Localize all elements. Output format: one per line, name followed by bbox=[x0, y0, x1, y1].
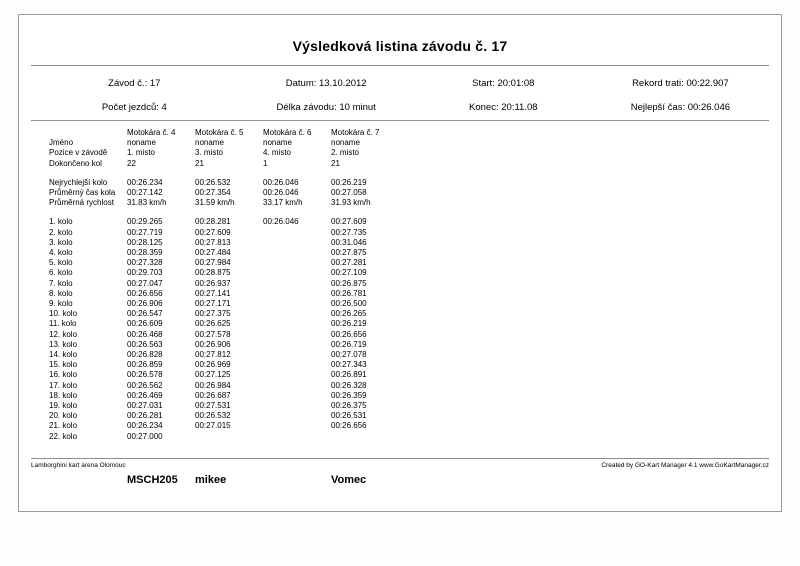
kart-header-1: Motokára č. 5 bbox=[195, 128, 244, 137]
row-best-lap bbox=[49, 178, 769, 188]
lap-time-1: 00:27.578 bbox=[195, 329, 231, 339]
lap-time-2 bbox=[263, 268, 331, 278]
lap-time-3: 00:27.078 bbox=[331, 350, 367, 360]
lap-time-1 bbox=[195, 432, 263, 442]
lap-time-2 bbox=[263, 340, 331, 350]
table-row bbox=[49, 309, 769, 319]
lap-time-3: 00:27.109 bbox=[331, 268, 367, 278]
driver-name-3: noname bbox=[331, 138, 360, 148]
laps-done-0: 22 bbox=[127, 158, 136, 168]
lap-time-0: 00:29.265 bbox=[127, 217, 163, 227]
kart-header-2: Motokára č. 6 bbox=[263, 128, 312, 137]
lap-label: 7. kolo bbox=[49, 278, 73, 288]
row-driver-name bbox=[49, 138, 769, 148]
lap-time-0: 00:27.031 bbox=[127, 401, 163, 411]
lap-label: 6. kolo bbox=[49, 268, 73, 278]
lap-time-2 bbox=[263, 381, 331, 391]
lap-time-1: 00:27.484 bbox=[195, 248, 231, 258]
bottom-driver-names bbox=[49, 474, 769, 486]
meta-start: Start: 20:01:08 bbox=[472, 77, 535, 89]
lap-time-1: 00:27.813 bbox=[195, 237, 231, 247]
avg-lap-0: 00:27.142 bbox=[127, 188, 163, 198]
table-row bbox=[49, 268, 769, 278]
table-row bbox=[49, 432, 769, 442]
lap-time-0: 00:26.547 bbox=[127, 309, 163, 319]
avg-speed-0: 31.83 km/h bbox=[127, 198, 167, 208]
driver-name-0: noname bbox=[127, 138, 156, 148]
lap-label: 11. kolo bbox=[49, 319, 77, 329]
lap-time-3: 00:26.656 bbox=[331, 329, 367, 339]
position-1: 3. misto bbox=[195, 148, 224, 158]
lap-time-0: 00:26.563 bbox=[127, 339, 163, 349]
lap-time-1: 00:26.532 bbox=[195, 411, 231, 421]
lap-time-3: 00:26.375 bbox=[331, 401, 367, 411]
lap-time-2 bbox=[263, 309, 331, 319]
table-row bbox=[49, 238, 769, 248]
lap-time-0: 00:26.281 bbox=[127, 411, 163, 421]
lap-time-2 bbox=[263, 330, 331, 340]
lap-label: 18. kolo bbox=[49, 390, 78, 400]
row-avg-lap bbox=[49, 188, 769, 198]
meta-race-length: Délka závodu: 10 minut bbox=[276, 101, 376, 113]
spacer-stats bbox=[49, 169, 769, 178]
lap-time-3: 00:26.781 bbox=[331, 288, 367, 298]
lap-time-1: 00:28.875 bbox=[195, 268, 231, 278]
table-row bbox=[49, 360, 769, 370]
lap-time-0: 00:28.125 bbox=[127, 237, 163, 247]
lap-label: 4. kolo bbox=[49, 248, 73, 258]
lap-time-0: 00:27.328 bbox=[127, 258, 163, 268]
lap-time-1: 00:27.171 bbox=[195, 299, 231, 309]
label-avg-lap: Průměrný čas kola bbox=[49, 188, 116, 198]
lap-time-0: 00:26.656 bbox=[127, 288, 163, 298]
lap-time-0: 00:29.703 bbox=[127, 268, 163, 278]
footer bbox=[31, 462, 769, 469]
header-row-karts bbox=[49, 128, 769, 138]
row-laps-done bbox=[49, 159, 769, 169]
lap-time-1: 00:27.375 bbox=[195, 309, 231, 319]
divider-footer bbox=[31, 458, 769, 459]
spacer-laps bbox=[49, 208, 769, 217]
bottom-name-0: MSCH205 bbox=[127, 474, 178, 486]
avg-speed-2: 33.17 km/h bbox=[263, 198, 303, 208]
table-row bbox=[49, 258, 769, 268]
label-best-lap: Nejrychlejší kolo bbox=[49, 177, 108, 187]
lap-label: 5. kolo bbox=[49, 258, 73, 268]
best-lap-3: 00:26.219 bbox=[331, 177, 367, 187]
lap-time-3: 00:27.343 bbox=[331, 360, 367, 370]
lap-time-1: 00:27.531 bbox=[195, 401, 231, 411]
lap-time-2 bbox=[263, 228, 331, 238]
table-row bbox=[49, 370, 769, 380]
lap-time-3: 00:27.875 bbox=[331, 248, 367, 258]
label-avg-speed: Průměrná rychlost bbox=[49, 198, 114, 208]
lap-time-1: 00:27.609 bbox=[195, 227, 231, 237]
lap-time-3: 00:26.891 bbox=[331, 370, 367, 380]
avg-speed-3: 31.93 km/h bbox=[331, 198, 371, 208]
lap-time-2 bbox=[263, 421, 331, 431]
avg-speed-1: 31.59 km/h bbox=[195, 198, 235, 208]
lap-label: 17. kolo bbox=[49, 380, 78, 390]
result-sheet bbox=[18, 14, 782, 512]
lap-time-3: 00:27.609 bbox=[331, 217, 367, 227]
lap-time-1: 00:27.812 bbox=[195, 350, 231, 360]
lap-time-2 bbox=[263, 289, 331, 299]
lap-time-0: 00:26.234 bbox=[127, 421, 163, 431]
label-name: Jméno bbox=[49, 138, 74, 148]
bottom-spacer bbox=[49, 474, 127, 486]
lap-time-1: 00:28.281 bbox=[195, 217, 231, 227]
position-2: 4. misto bbox=[263, 148, 292, 158]
table-row bbox=[49, 340, 769, 350]
lap-time-2 bbox=[263, 258, 331, 268]
lap-time-0: 00:26.859 bbox=[127, 360, 163, 370]
lap-time-1: 00:26.687 bbox=[195, 390, 231, 400]
table-row bbox=[49, 319, 769, 329]
lap-label: 8. kolo bbox=[49, 288, 73, 298]
lap-time-1: 00:26.937 bbox=[195, 278, 231, 288]
meta-end: Konec: 20:11.08 bbox=[469, 101, 538, 113]
lap-time-2: 00:26.046 bbox=[263, 217, 299, 227]
table-row bbox=[49, 289, 769, 299]
row-position bbox=[49, 148, 769, 158]
lap-table bbox=[49, 217, 769, 441]
lap-time-3: 00:26.875 bbox=[331, 278, 367, 288]
table-row bbox=[49, 299, 769, 309]
meta-row-2 bbox=[31, 95, 769, 119]
lap-time-1: 00:26.984 bbox=[195, 380, 231, 390]
lap-time-2 bbox=[263, 360, 331, 370]
lap-time-1: 00:26.906 bbox=[195, 339, 231, 349]
table-row bbox=[49, 217, 769, 227]
page-title: Výsledková listina závodu č. 17 bbox=[292, 38, 508, 54]
table-row bbox=[49, 411, 769, 421]
race-meta bbox=[31, 71, 769, 119]
lap-time-0: 00:28.359 bbox=[127, 248, 163, 258]
lap-time-0: 00:27.719 bbox=[127, 227, 163, 237]
lap-label: 22. kolo bbox=[49, 431, 78, 441]
table-row bbox=[49, 228, 769, 238]
bottom-name-1: mikee bbox=[195, 474, 227, 486]
lap-time-0: 00:26.562 bbox=[127, 380, 163, 390]
results-grid bbox=[49, 128, 769, 442]
table-row bbox=[49, 391, 769, 401]
divider-middle bbox=[31, 120, 769, 121]
position-3: 2. misto bbox=[331, 148, 360, 158]
kart-header-0: Motokára č. 4 bbox=[127, 128, 176, 137]
bottom-name-2 bbox=[263, 474, 331, 486]
table-row bbox=[49, 330, 769, 340]
avg-lap-3: 00:27.058 bbox=[331, 188, 367, 198]
best-lap-0: 00:26.234 bbox=[127, 177, 163, 187]
lap-time-1: 00:27.015 bbox=[195, 421, 231, 431]
lap-time-1: 00:27.141 bbox=[195, 288, 231, 298]
lap-label: 14. kolo bbox=[49, 350, 78, 360]
lap-time-0: 00:26.469 bbox=[127, 390, 163, 400]
lap-time-2 bbox=[263, 279, 331, 289]
lap-time-2 bbox=[263, 299, 331, 309]
lap-time-0: 00:27.000 bbox=[127, 431, 163, 441]
meta-row-1 bbox=[31, 71, 769, 95]
row-avg-speed bbox=[49, 198, 769, 208]
lap-label: 21. kolo bbox=[49, 421, 78, 431]
lap-time-3: 00:26.328 bbox=[331, 380, 367, 390]
best-lap-2: 00:26.046 bbox=[263, 177, 299, 187]
position-0: 1. misto bbox=[127, 148, 156, 158]
kart-header-3: Motokára č. 7 bbox=[331, 128, 380, 137]
table-row bbox=[49, 421, 769, 431]
lap-label: 20. kolo bbox=[49, 411, 78, 421]
avg-lap-1: 00:27.354 bbox=[195, 188, 231, 198]
footer-venue: Lamborghini kart arena Olomouc bbox=[31, 462, 126, 469]
lap-time-3: 00:26.656 bbox=[331, 421, 367, 431]
lap-label: 13. kolo bbox=[49, 339, 78, 349]
lap-label: 12. kolo bbox=[49, 329, 78, 339]
lap-time-2 bbox=[263, 401, 331, 411]
lap-time-3: 00:26.359 bbox=[331, 390, 367, 400]
lap-time-1: 00:27.125 bbox=[195, 370, 231, 380]
meta-race-number: Závod č.: 17 bbox=[108, 77, 161, 89]
lap-time-0: 00:26.468 bbox=[127, 329, 163, 339]
driver-name-2: noname bbox=[263, 138, 292, 148]
table-row bbox=[49, 401, 769, 411]
table-row bbox=[49, 279, 769, 289]
lap-time-3: 00:26.531 bbox=[331, 411, 367, 421]
lap-label: 15. kolo bbox=[49, 360, 78, 370]
lap-time-2 bbox=[263, 432, 331, 442]
laps-done-2: 1 bbox=[263, 158, 268, 168]
table-row bbox=[49, 248, 769, 258]
meta-date: Datum: 13.10.2012 bbox=[285, 77, 367, 89]
lap-time-3: 00:26.500 bbox=[331, 299, 367, 309]
lap-time-3: 00:31.046 bbox=[331, 237, 367, 247]
lap-time-2 bbox=[263, 411, 331, 421]
table-row bbox=[49, 381, 769, 391]
lap-time-2 bbox=[263, 350, 331, 360]
spacer-cell bbox=[49, 128, 127, 138]
lap-label: 19. kolo bbox=[49, 401, 78, 411]
lap-label: 1. kolo bbox=[49, 217, 73, 227]
lap-label: 10. kolo bbox=[49, 309, 78, 319]
lap-time-2 bbox=[263, 248, 331, 258]
lap-time-3: 00:26.265 bbox=[331, 309, 367, 319]
footer-credit: Created by GO-Kart Manager 4.1 www.GoKartManager.cz bbox=[601, 462, 769, 469]
lap-time-3: 00:26.219 bbox=[331, 319, 367, 329]
lap-label: 16. kolo bbox=[49, 370, 78, 380]
lap-time-3: 00:26.719 bbox=[331, 339, 367, 349]
meta-best-time: Nejlepší čas: 00:26.046 bbox=[630, 101, 731, 113]
divider-top bbox=[31, 65, 769, 66]
bottom-name-3: Vomec bbox=[331, 474, 367, 486]
lap-time-0: 00:26.578 bbox=[127, 370, 163, 380]
lap-label: 2. kolo bbox=[49, 227, 73, 237]
lap-label: 3. kolo bbox=[49, 237, 73, 247]
lap-time-2 bbox=[263, 319, 331, 329]
meta-track-record: Rekord trati: 00:22.907 bbox=[632, 77, 729, 89]
laps-done-1: 21 bbox=[195, 158, 204, 168]
lap-label: 9. kolo bbox=[49, 299, 73, 309]
laps-done-3: 21 bbox=[331, 158, 340, 168]
lap-time-1: 00:26.969 bbox=[195, 360, 231, 370]
avg-lap-2: 00:26.046 bbox=[263, 188, 299, 198]
label-position: Pozice v závodě bbox=[49, 148, 108, 158]
lap-time-1: 00:26.625 bbox=[195, 319, 231, 329]
lap-time-0: 00:26.609 bbox=[127, 319, 163, 329]
lap-time-0: 00:26.828 bbox=[127, 350, 163, 360]
lap-time-3: 00:27.735 bbox=[331, 227, 367, 237]
lap-time-2 bbox=[263, 238, 331, 248]
lap-time-1: 00:27.984 bbox=[195, 258, 231, 268]
lap-time-3 bbox=[331, 432, 399, 442]
table-row bbox=[49, 350, 769, 360]
lap-time-3: 00:27.281 bbox=[331, 258, 367, 268]
lap-time-2 bbox=[263, 391, 331, 401]
lap-time-0: 00:26.906 bbox=[127, 299, 163, 309]
driver-name-1: noname bbox=[195, 138, 224, 148]
lap-time-2 bbox=[263, 370, 331, 380]
lap-time-0: 00:27.047 bbox=[127, 278, 163, 288]
meta-driver-count: Počet jezdců: 4 bbox=[101, 101, 167, 113]
best-lap-1: 00:26.532 bbox=[195, 177, 231, 187]
label-laps-done: Dokončeno kol bbox=[49, 158, 102, 168]
